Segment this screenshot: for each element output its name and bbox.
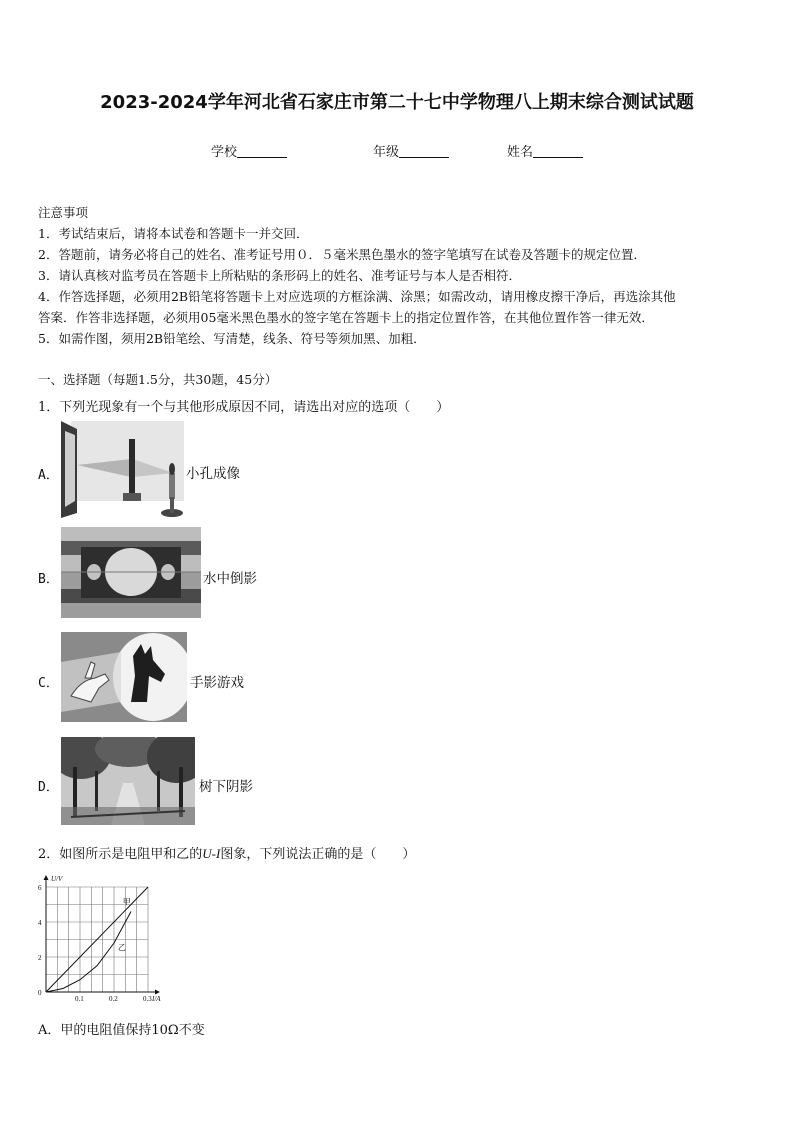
option-a-label[interactable]: A．	[38, 468, 59, 483]
section-heading: 一、选择题（每题1.5分，共30题，45分）	[38, 372, 278, 387]
grade-field[interactable]	[373, 141, 449, 160]
notice-item: 2．答题前，请务必将自己的姓名、准考证号用０．５毫米黑色墨水的签字笔填写在试卷及答题卡的规定位置．	[38, 247, 646, 262]
grade-label: 年级	[373, 145, 400, 160]
option-b-caption: 水中倒影	[203, 571, 257, 587]
x-tick-label: 0.2	[109, 995, 118, 1003]
x-tick-label: 0.1	[75, 995, 84, 1003]
school-label: 学校	[211, 145, 238, 160]
notice-item: 1．考试结束后，请将本试卷和答题卡一并交回．	[38, 226, 309, 241]
notice-item: 答案．作答非选择题，必须用05毫米黑色墨水的签字笔在答题卡上的指定位置作答，在其他位置作答一律无效．	[38, 310, 654, 325]
y-tick-label: 6	[38, 884, 42, 892]
school-field[interactable]	[211, 141, 287, 160]
x-tick-label: 0.3	[143, 995, 152, 1003]
name-field[interactable]	[507, 141, 583, 160]
name-label: 姓名	[507, 145, 534, 160]
hand-shadow-image	[61, 632, 187, 722]
option-a-caption: 小孔成像	[186, 466, 240, 482]
tree-shadow-image	[61, 737, 195, 825]
y-tick-label: 2	[38, 954, 42, 962]
option-b-label[interactable]: B．	[38, 572, 59, 587]
x-axis-label: I/A	[152, 995, 161, 1003]
pinhole-camera-image	[61, 421, 184, 518]
question-2-stem-variable: U-I	[202, 846, 221, 861]
option-d-caption: 树下阴影	[199, 779, 253, 795]
y-tick-label: 4	[38, 919, 42, 927]
origin-label: 0	[38, 989, 42, 997]
name-blank	[533, 145, 583, 158]
question-1-stem: 1．下列光现象有一个与其他形成原因不同，请选出对应的选项（ ）	[38, 400, 450, 415]
option-c-caption: 手影游戏	[190, 675, 244, 691]
x-axis-arrow	[155, 990, 160, 995]
y-axis-arrow	[44, 875, 49, 880]
question-2-option-a[interactable]: A．甲的电阻值保持10Ω不变	[38, 1023, 205, 1038]
y-axis-label: U/V	[51, 875, 63, 883]
notice-heading: 注意事项	[38, 205, 89, 220]
notice-item: 4．作答选择题，必须用2B铅笔将答题卡上对应选项的方框涂满、涂黑；如需改动，请用橡皮擦干净后，再选涂其他	[38, 289, 676, 304]
ui-chart	[34, 868, 164, 1004]
option-d-label[interactable]: D．	[38, 780, 59, 795]
page-title: 2023-2024学年河北省石家庄市第二十七中学物理八上期末综合测试试题	[100, 92, 694, 113]
option-c-label[interactable]: C．	[38, 676, 59, 691]
series-label: 乙	[118, 943, 126, 952]
notice-item: 5．如需作图，须用2B铅笔绘、写清楚，线条、符号等须加黑、加粗．	[38, 331, 426, 346]
series-label: 甲	[122, 897, 131, 907]
question-2-stem-suffix: 图象，下列说法正确的是（ ）	[220, 847, 416, 862]
question-2-stem-prefix: 2．如图所示是电阻甲和乙的	[38, 847, 203, 862]
school-blank	[237, 145, 287, 158]
bridge-reflection-image	[61, 527, 201, 618]
notice-item: 3．请认真核对监考员在答题卡上所粘贴的条形码上的姓名、准考证号与本人是否相符．	[38, 268, 521, 283]
grade-blank	[399, 145, 449, 158]
question-2-stem	[38, 843, 415, 862]
